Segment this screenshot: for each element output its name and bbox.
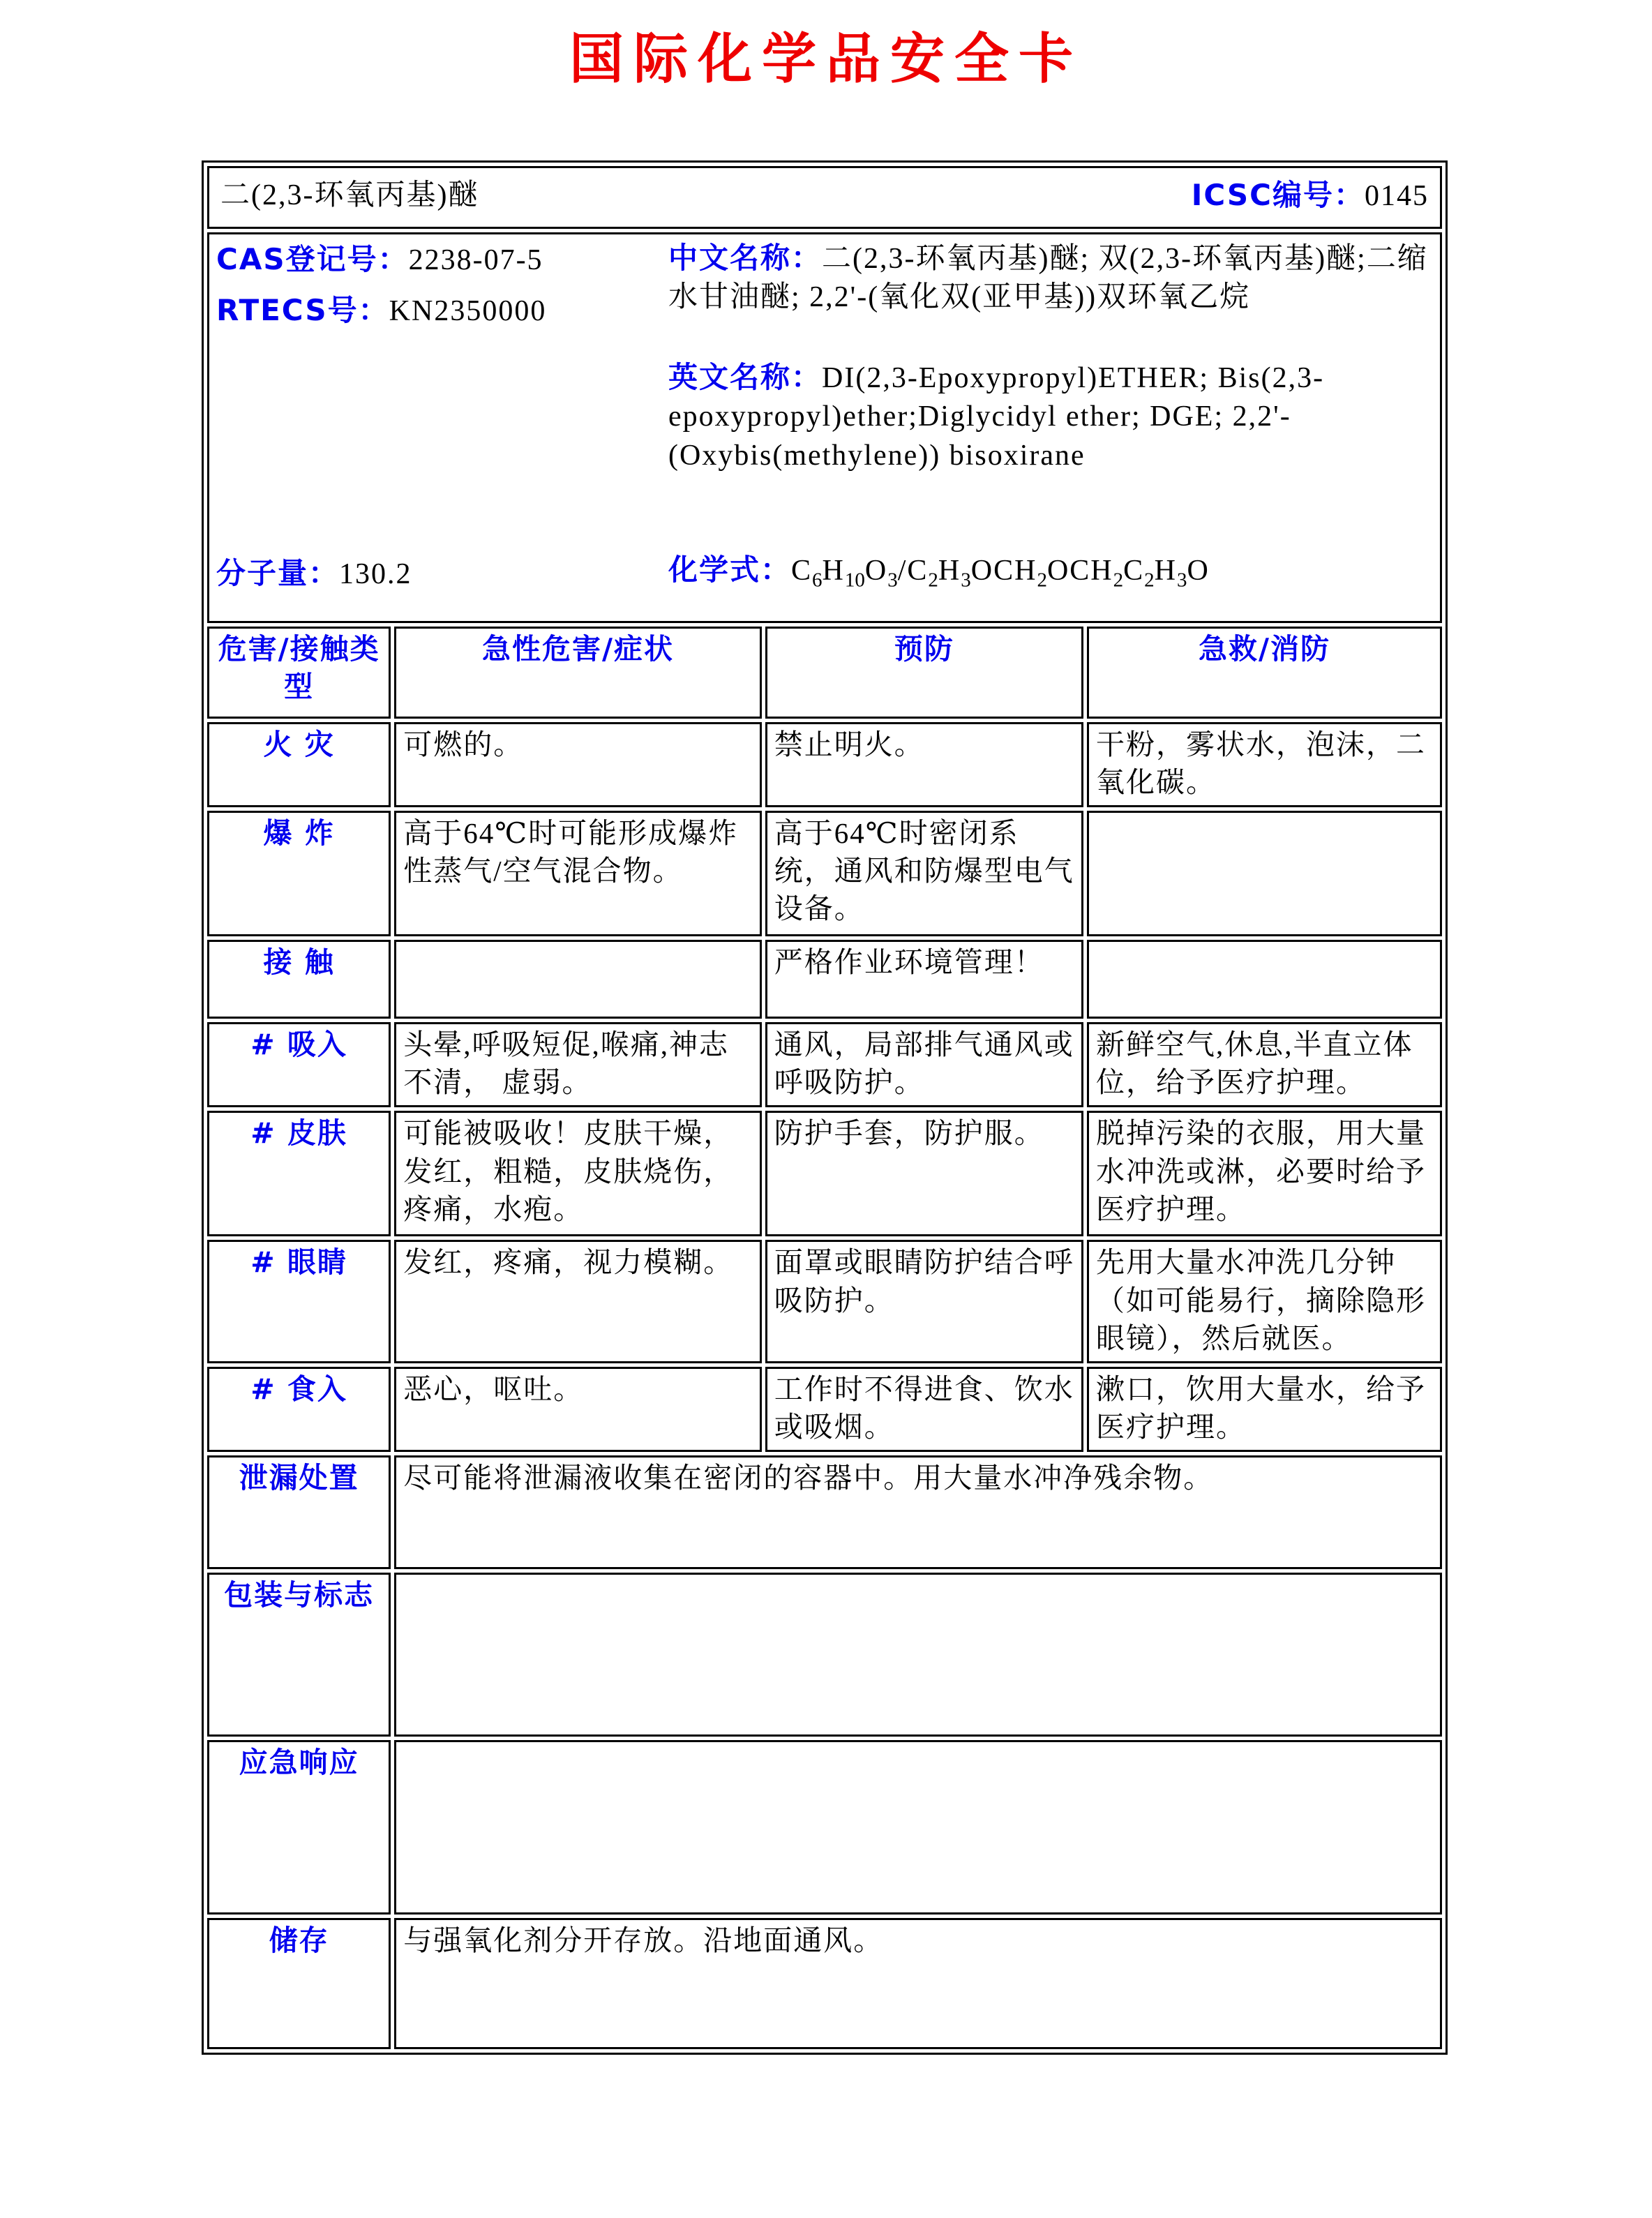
explosion-prevention: 高于64℃时密闭系统，通风和防爆型电气设备。 [765, 811, 1083, 936]
identity-grid [216, 236, 1433, 616]
hazard-row-skin [207, 1111, 1442, 1236]
hazard-row-ingestion [207, 1367, 1442, 1452]
row-label-emergency-response: 应急响应 [207, 1740, 391, 1914]
hazard-row-inhalation [207, 1022, 1442, 1107]
hazard-header-row [207, 627, 1442, 719]
formula-line [668, 550, 1433, 616]
inhalation-firstaid: 新鲜空气,休息,半直立体位，给予医疗护理。 [1087, 1022, 1442, 1107]
formula-value: $C_6H_{10}O_3/C_2H_3OCH_2OCH_2C_2H_3O$ [791, 555, 1210, 592]
rtecs-number: KN2350000 [389, 295, 547, 328]
fire-symptom: 可燃的。 [394, 722, 762, 807]
eyes-prevention: 面罩或眼睛防护结合呼吸防护。 [765, 1240, 1083, 1363]
inhalation-symptom: 头晕,呼吸短促,喉痛,神志不清， 虚弱。 [394, 1022, 762, 1107]
eyes-symptom: 发红，疼痛，视力模糊。 [394, 1240, 762, 1363]
hazard-row-explosion [207, 811, 1442, 936]
skin-firstaid: 脱掉污染的衣服，用大量水冲洗或淋，必要时给予医疗护理。 [1087, 1111, 1442, 1236]
registry-block [216, 236, 668, 550]
names-block [668, 236, 1433, 550]
row-label-explosion: 爆 炸 [207, 811, 391, 936]
row-label-fire: 火 灾 [207, 722, 391, 807]
contact-prevention: 严格作业环境管理！ [765, 940, 1083, 1019]
header-hazard-type: 危害/接触类型 [207, 627, 391, 719]
page-title: 国际化学品安全卡 [569, 28, 1083, 91]
contact-firstaid-empty [1087, 940, 1442, 1019]
rtecs-label: RTECS号： [216, 293, 389, 328]
cas-line [216, 240, 668, 280]
safety-card-table [202, 160, 1448, 2055]
storage-content: 与强氧化剂分开存放。沿地面通风。 [394, 1918, 1442, 2049]
name-row [207, 166, 1442, 229]
row-storage [207, 1918, 1442, 2049]
header-acute-symptoms: 急性危害/症状 [394, 627, 762, 719]
english-name-value: DI(2,3-Epoxypropyl)ETHER; Bis(2,3-epoxypropyl)ether;Diglycidyl ether; DGE; 2,2'-(Oxybis(methylene)) bisoxirane [668, 361, 1325, 472]
row-label-spill-disposal: 泄漏处置 [207, 1455, 391, 1569]
hazard-row-eyes [207, 1240, 1442, 1363]
fire-firstaid: 干粉，雾状水，泡沫，二氧化碳。 [1087, 722, 1442, 807]
row-label-skin: # 皮肤 [207, 1111, 391, 1236]
hazard-row-fire [207, 722, 1442, 807]
packaging-labelling-content [394, 1573, 1442, 1737]
header-firstaid-firefighting: 急救/消防 [1087, 627, 1442, 719]
chinese-name-value: 二(2,3-环氧丙基)醚; 双(2,3-环氧丙基)醚;二缩水甘油醚; 2,2'-(氧化双(亚甲基))双环氧乙烷 [668, 243, 1428, 314]
formula-label: 化学式： [668, 553, 792, 587]
rtecs-line [216, 291, 668, 331]
icsc-number: 0145 [1365, 180, 1429, 213]
hazard-row-contact [207, 940, 1442, 1019]
row-label-contact: 接 触 [207, 940, 391, 1019]
chinese-name-line [668, 239, 1433, 317]
english-name-label: 英文名称： [668, 359, 823, 394]
skin-symptom: 可能被吸收！皮肤干燥，发红，粗糙，皮肤烧伤，疼痛，水疱。 [394, 1111, 762, 1236]
chinese-name-label: 中文名称： [668, 241, 823, 275]
contact-symptom-empty [394, 940, 762, 1019]
cas-label: CAS登记号： [216, 242, 409, 276]
icsc-label: ICSC编号： [1191, 178, 1365, 213]
identity-row [207, 232, 1442, 623]
explosion-symptom: 高于64℃时可能形成爆炸性蒸气/空气混合物。 [394, 811, 762, 936]
fire-prevention: 禁止明火。 [765, 722, 1083, 807]
row-label-packaging-labelling: 包装与标志 [207, 1573, 391, 1737]
row-label-ingestion: # 食入 [207, 1367, 391, 1452]
row-emergency-response [207, 1740, 1442, 1914]
ingestion-firstaid: 漱口，饮用大量水，给予医疗护理。 [1087, 1367, 1442, 1452]
header-prevention: 预防 [765, 627, 1083, 719]
emergency-response-content [394, 1740, 1442, 1914]
row-label-storage: 储存 [207, 1918, 391, 2049]
row-packaging-labelling [207, 1573, 1442, 1737]
ingestion-prevention: 工作时不得进食、饮水或吸烟。 [765, 1367, 1083, 1452]
english-name-line [668, 358, 1433, 475]
inhalation-prevention: 通风，局部排气通风或呼吸防护。 [765, 1022, 1083, 1107]
chemical-name: 二(2,3-环氧丙基)醚 [220, 179, 479, 212]
eyes-firstaid: 先用大量水冲洗几分钟（如可能易行，摘除隐形眼镜），然后就医。 [1087, 1240, 1442, 1363]
skin-prevention: 防护手套，防护服。 [765, 1111, 1083, 1236]
explosion-firstaid-empty [1087, 811, 1442, 936]
molecular-weight-line [216, 554, 668, 616]
row-spill-disposal [207, 1455, 1442, 1569]
cas-number: 2238-07-5 [408, 244, 543, 276]
icsc-number-group [1192, 176, 1429, 216]
molecular-weight-value: 130.2 [339, 557, 412, 590]
ingestion-symptom: 恶心，呕吐。 [394, 1367, 762, 1452]
row-label-eyes: # 眼睛 [207, 1240, 391, 1363]
spill-disposal-content: 尽可能将泄漏液收集在密闭的容器中。用大量水冲净残余物。 [394, 1455, 1442, 1569]
row-label-inhalation: # 吸入 [207, 1022, 391, 1107]
molecular-weight-label: 分子量： [216, 555, 340, 590]
